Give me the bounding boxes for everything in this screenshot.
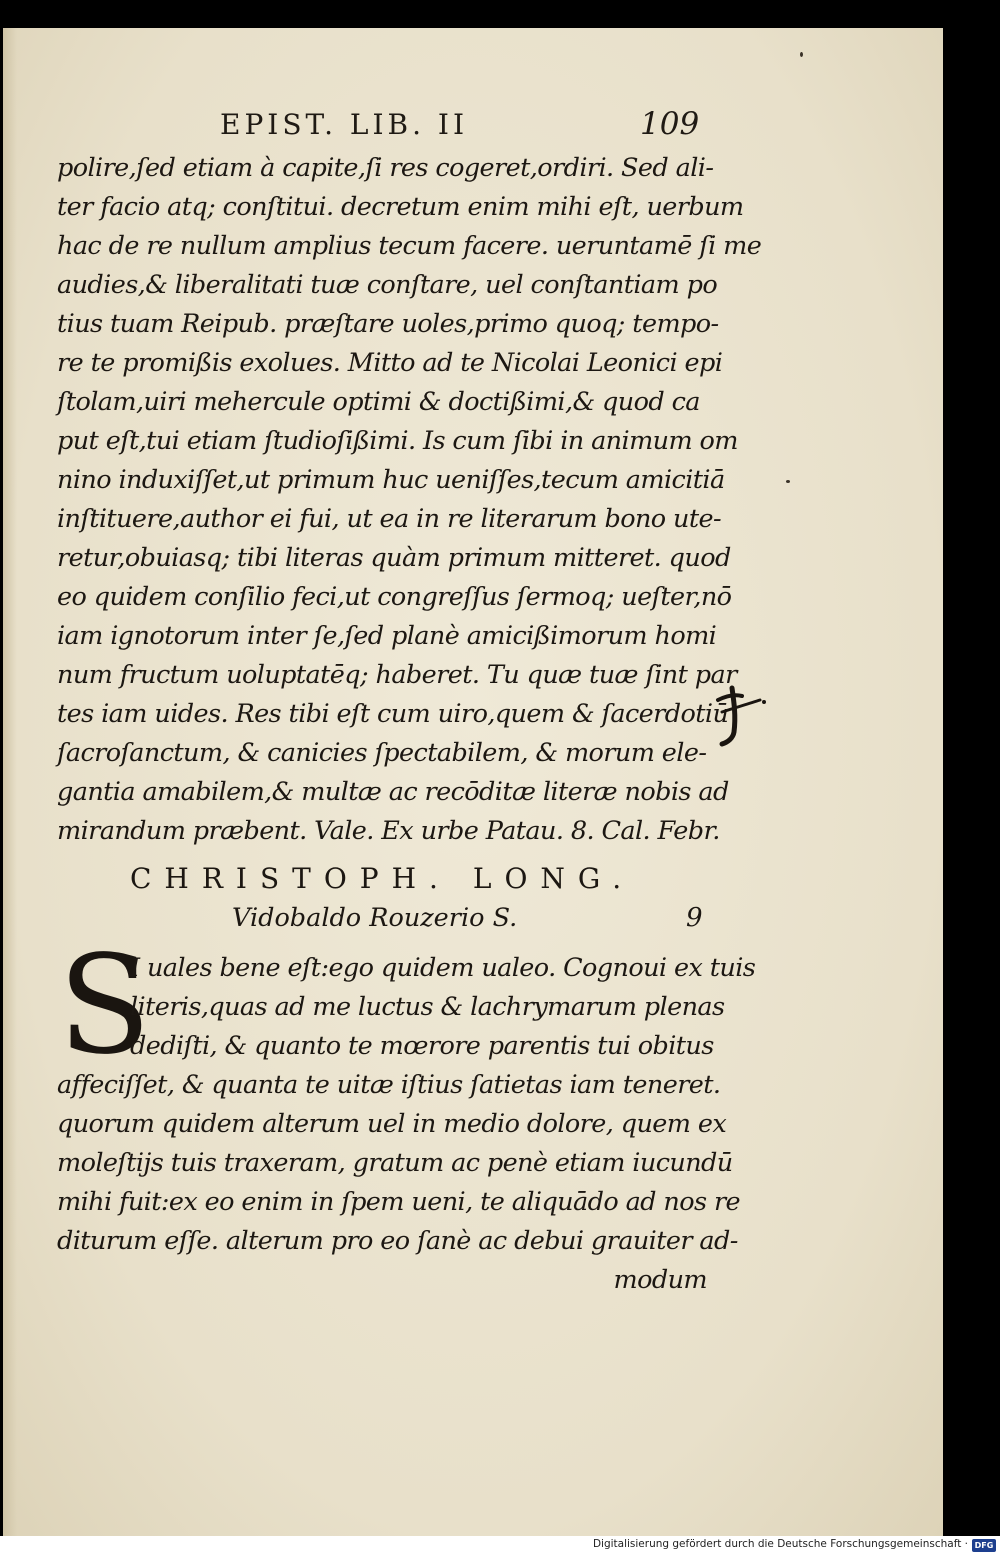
text-line: ter facio atq; conſtitui. decretum enim mihi eſt, uerbum [57, 192, 744, 222]
text-line: diturum eſſe. alterum pro eo ſanè ac debui grauiter ad- [57, 1226, 738, 1256]
text-line: literis,quas ad me luctus & lachrymarum plenas [130, 992, 725, 1022]
text-line: iam ignotorum inter ſe,ſed planè amicißimorum homi [57, 621, 717, 651]
text-line: inſtituere,author ei fui, ut ea in re literarum bono ute- [57, 504, 722, 534]
dfg-logo: DFG [972, 1539, 996, 1552]
text-line: quorum quidem alterum uel in medio dolore, quem ex [57, 1109, 727, 1139]
digitization-footer [0, 1536, 1000, 1556]
text-line: ſtolam,uiri mehercule optimi & doctißimi,& quod ca [57, 387, 700, 417]
letter-number: 9 [686, 903, 703, 933]
text-line: moleſtijs tuis traxeram, gratum ac penè etiam iucundū [57, 1148, 733, 1178]
text-line: num fructum uoluptatēq; haberet. Tu quæ tuæ ſint par [57, 660, 737, 690]
text-line: eo quidem conſilio feci,ut congreſſus ſermoq; ueſter,nō [57, 582, 732, 612]
letter-recipient: Vidobaldo Rouzerio S. [232, 903, 518, 933]
text-line: hac de re nullum amplius tecum facere. ueruntamē ſi me [57, 231, 762, 261]
text-line: ſacroſanctum, & canicies ſpectabilem, & morum ele- [57, 738, 707, 768]
text-line: put eſt,tui etiam ſtudioſißimi. Is cum ſibi in animum om [57, 426, 738, 456]
catchword: modum [613, 1265, 707, 1295]
text-line: mirandum præbent. Vale. Ex urbe Patau. 8. Cal. Febr. [57, 816, 720, 846]
text-line: retur,obuiasq; tibi literas quàm primum mitteret. quod [57, 543, 731, 573]
drop-cap: S [58, 927, 152, 1085]
text-line: I uales bene eſt:ego quidem ualeo. Cognoui ex tuis [130, 953, 756, 983]
paper-speck [800, 52, 803, 57]
text-line: affeciſſet, & quanta te uitæ iſtius ſatietas iam teneret. [57, 1070, 721, 1100]
text-line: audies,& liberalitati tuæ conſtare, uel conſtantiam po [57, 270, 718, 300]
text-line: tes iam uides. Res tibi eſt cum uiro,quem & ſacerdotiū [57, 699, 729, 729]
text-line: nino induxiſſet,ut primum huc ueniſſes,tecum amicitiā [57, 465, 725, 495]
text-line: polire,ſed etiam à capite,ſi res cogeret,ordiri. Sed ali- [57, 153, 714, 183]
funding-credit: Digitalisierung gefördert durch die Deutsche Forschungsgemeinschaft · [592, 1538, 968, 1550]
handwritten-margin-mark [712, 682, 772, 752]
letter-heading: CHRISTOPH. LONG. [130, 862, 635, 895]
text-line: tius tuam Reipub. præſtare uoles,primo quoq; tempo- [57, 309, 719, 339]
text-line: gantia amabilem,& multæ ac recōditæ literæ nobis ad [57, 777, 729, 807]
text-line: dediſti, & quanto te mœrore parentis tui obitus [130, 1031, 714, 1061]
page-gutter-shadow [3, 28, 17, 1536]
running-head: EPIST. LIB. II [220, 108, 469, 141]
paper-speck [786, 480, 790, 483]
text-line: mihi fuit:ex eo enim in ſpem ueni, te aliquādo ad nos re [57, 1187, 741, 1217]
text-line: re te promißis exolues. Mitto ad te Nicolai Leonici epi [57, 348, 723, 378]
page-number: 109 [640, 106, 700, 142]
